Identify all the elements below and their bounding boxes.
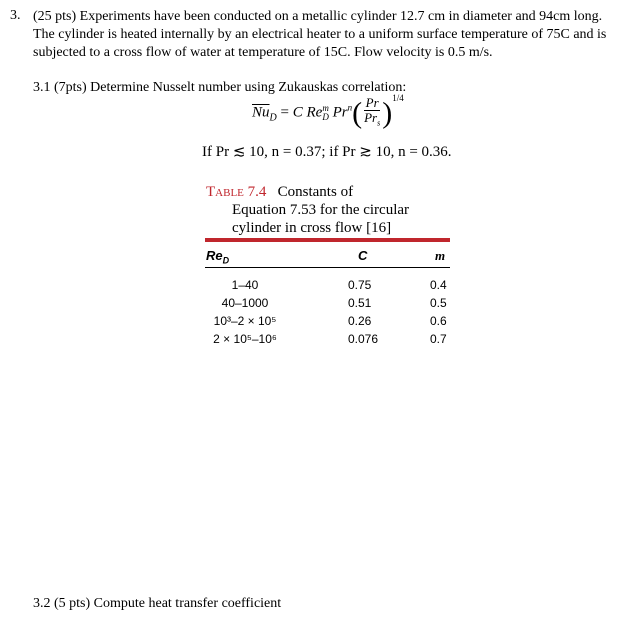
table-cell-m: 0.4 bbox=[430, 278, 447, 292]
table-cell-re: 10³–2 × 10⁵ bbox=[213, 314, 277, 328]
table-cell-c: 0.51 bbox=[348, 296, 372, 310]
table-caption-line1: Constants of bbox=[277, 184, 354, 200]
nu-symbol: $\overline{Nu}$ bbox=[252, 104, 270, 121]
re-symbol: Re bbox=[306, 104, 323, 121]
re-subscript: D bbox=[322, 112, 329, 123]
header-re: $Re_D$ bbox=[206, 248, 230, 266]
outer-exponent: 1/4 bbox=[392, 93, 404, 103]
table-cell-c: 0.076 bbox=[348, 332, 379, 346]
pr-superscript: n bbox=[347, 102, 353, 113]
part-3-1-label: 3.1 (7pts) Determine Nusselt number using Zukauskas correlation: bbox=[33, 80, 407, 95]
fraction-numerator: Pr bbox=[365, 95, 379, 110]
paren-open: ( bbox=[352, 96, 363, 130]
pr-ratio-fraction bbox=[364, 96, 380, 131]
paren-close: ) bbox=[382, 96, 393, 130]
table-header-rule bbox=[205, 267, 450, 268]
table-cell-m: 0.7 bbox=[430, 332, 447, 346]
pr-symbol: Pr bbox=[332, 104, 348, 121]
header-m: m bbox=[435, 248, 446, 263]
part-3-2-label: 3.2 (5 pts) Compute heat transfer coefficient bbox=[33, 596, 282, 611]
c-symbol: C bbox=[292, 104, 303, 121]
question-text: (25 pts) Experiments have been conducted on a metallic cylinder 12.7 cm in diameter and 94cm long. The cylinder is heated internally by an electrical heater to a uniform surface temperature of 75C and is subjected to a cross flow of water at temperature of 15C. Flow velocity is 0.5 m/s. bbox=[33, 9, 607, 60]
table-caption-line2: Equation 7.53 for the circular bbox=[232, 202, 410, 218]
table-label: Table 7.4 bbox=[206, 184, 267, 200]
table-caption bbox=[206, 183, 446, 237]
table-cell-re: 1–40 bbox=[231, 278, 259, 292]
table-cell-m: 0.6 bbox=[430, 314, 447, 328]
re-superscript: m bbox=[322, 103, 329, 114]
question-number: 3. bbox=[10, 8, 21, 23]
nu-subscript: D bbox=[269, 112, 277, 124]
table-cell-re: 40–1000 bbox=[221, 296, 269, 310]
zukauskas-formula bbox=[252, 93, 404, 140]
table-top-rule bbox=[205, 238, 450, 242]
table-caption-line3: cylinder in cross flow [16] bbox=[232, 220, 392, 236]
table-cell-c: 0.75 bbox=[348, 278, 372, 292]
fraction-denominator: Pr bbox=[364, 110, 378, 125]
header-c: C bbox=[358, 248, 368, 263]
fraction-denominator-subscript: s bbox=[377, 118, 381, 128]
prandtl-condition: If Pr ≲ 10, n = 0.37; if Pr ≳ 10, n = 0.36. bbox=[202, 144, 452, 160]
table-cell-m: 0.5 bbox=[430, 296, 447, 310]
equals-sign: = bbox=[276, 104, 293, 121]
table-cell-re: 2 × 10⁵–10⁶ bbox=[213, 332, 277, 346]
table-cell-c: 0.26 bbox=[348, 314, 372, 328]
